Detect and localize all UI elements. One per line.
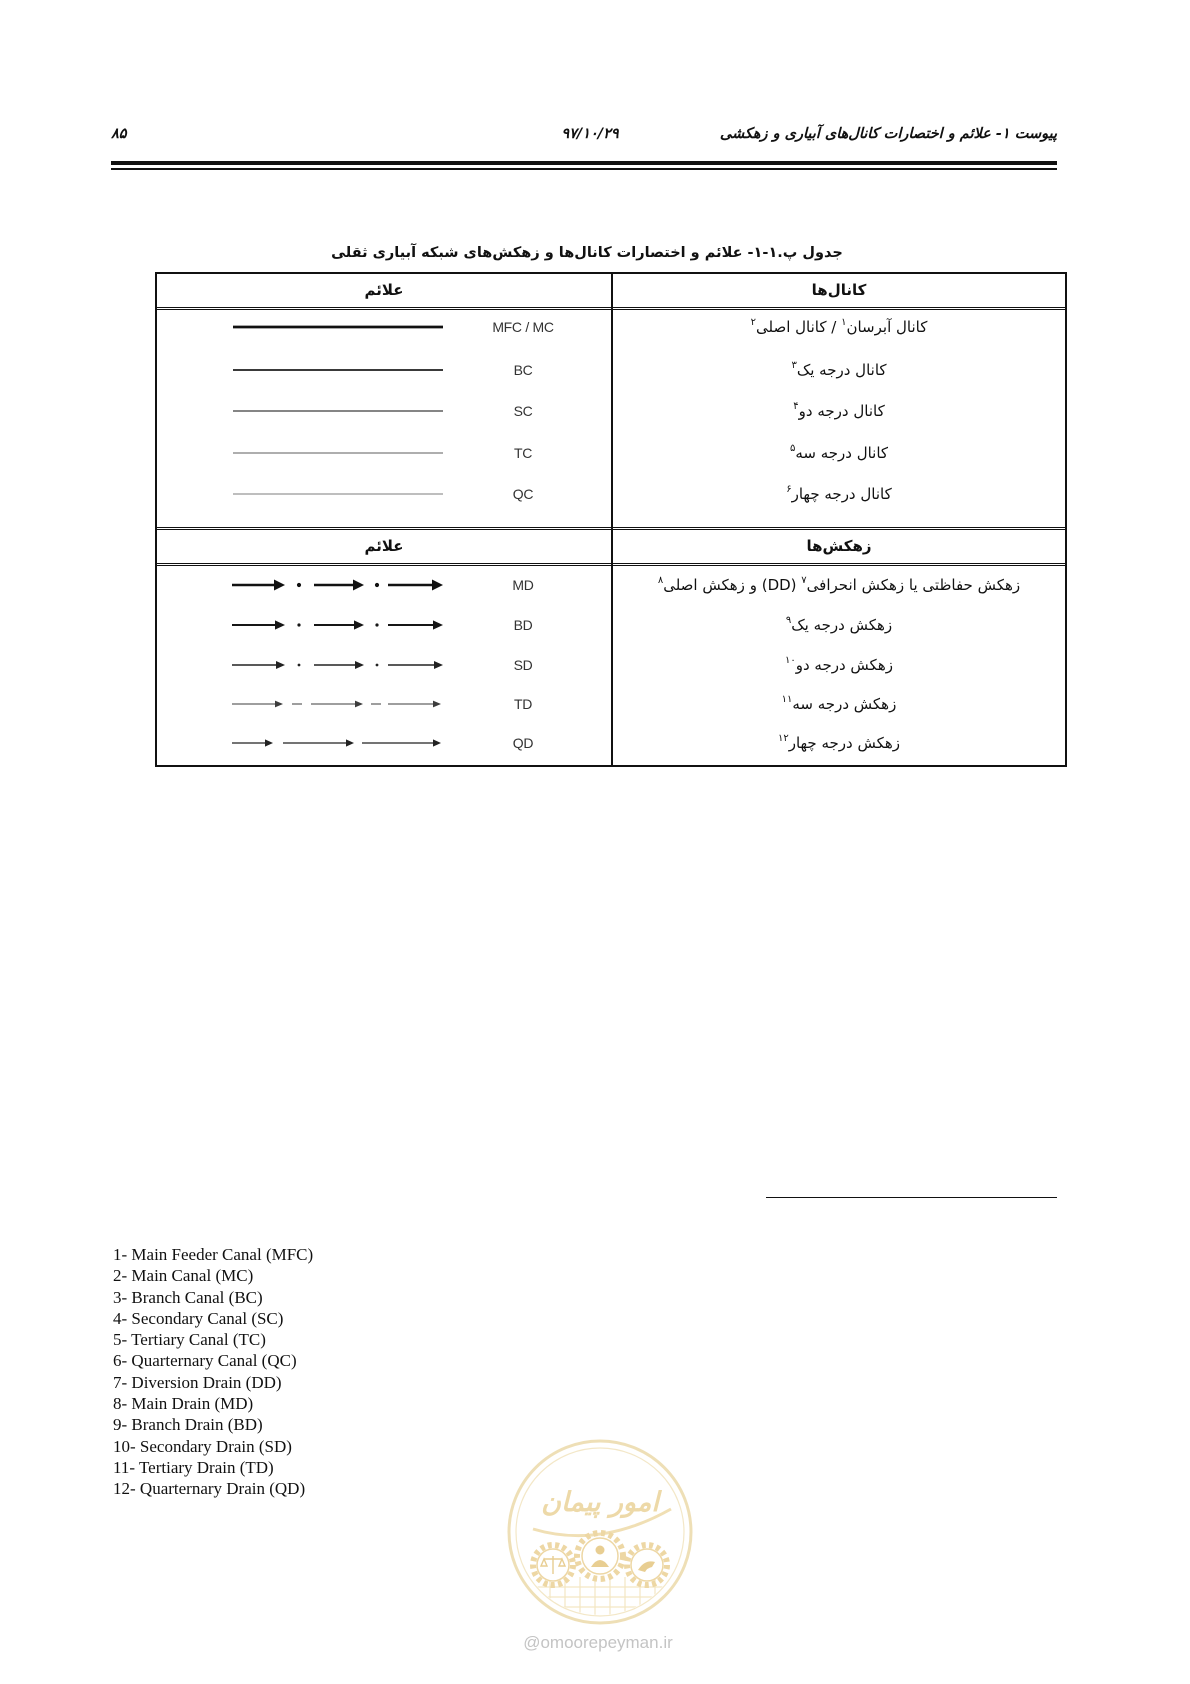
footnote-marker: ۸ <box>657 575 664 586</box>
header-rule-thin <box>111 168 1057 170</box>
canal-name <box>613 312 1065 342</box>
drain-name <box>613 610 1065 640</box>
canal-name-text-secondary: / کانال اصلی <box>756 318 842 336</box>
table-row-tertiary-drain <box>157 689 1065 719</box>
footnote: 12- Quarternary Drain (QD) <box>113 1479 306 1499</box>
footnote-marker: ۱ <box>841 317 847 328</box>
canal-name <box>613 396 1065 426</box>
arrow-head <box>265 739 273 746</box>
drains-header-row <box>157 530 1065 562</box>
watermark-gear-left <box>533 1545 573 1585</box>
watermark-site: @omoorepeyman.ir <box>523 1633 673 1652</box>
footnote: 1- Main Feeder Canal (MFC) <box>113 1245 314 1264</box>
main-drain-symbol <box>228 575 448 595</box>
canal-abbreviation: BC <box>513 362 533 378</box>
drain-abbreviation: QD <box>512 735 534 751</box>
arrow-head <box>434 661 443 669</box>
drain-name <box>613 650 1065 680</box>
dot-separator <box>376 664 379 667</box>
gear-body <box>582 1538 618 1574</box>
running-header-date: ۹۷/۱۰/۲۹ <box>561 126 619 142</box>
drain-name-text: زهکش درجه دو <box>795 656 893 674</box>
canals-header-separator <box>157 307 1065 310</box>
arrow-head <box>355 701 363 708</box>
arrow-head <box>274 580 285 591</box>
arrow-head <box>276 661 285 669</box>
drain-name-text: زهکش درجه یک <box>791 616 893 634</box>
footnote-marker: ۳ <box>791 360 797 371</box>
arrow-head <box>433 620 443 629</box>
watermark-logo <box>505 1437 695 1627</box>
footnote-marker: ۱۲ <box>777 733 789 744</box>
branch-canal-symbol <box>228 360 448 380</box>
running-header-title: پیوست ۱- علائم و اختصارات کانال‌های آبیاری و زهکشی <box>719 126 1057 142</box>
table-row-branch-canal <box>157 355 1065 385</box>
page-number: ۸۵ <box>111 126 127 142</box>
footnote: 9- Branch Drain (BD) <box>113 1415 263 1435</box>
footnote: 11- Tertiary Drain (TD) <box>113 1457 274 1477</box>
drain-abbreviation: MD <box>512 577 534 593</box>
drains-heading: زهکش‌ها <box>806 537 872 555</box>
footnote: 5- Tertiary Canal (TC) <box>113 1330 266 1350</box>
watermark-outer-ring <box>509 1441 691 1623</box>
footnote: 10- Secondary Drain (SD) <box>113 1436 292 1456</box>
footnote-marker: ۷ <box>801 575 807 586</box>
dot-separator <box>375 583 379 587</box>
symbols-table <box>155 272 1067 767</box>
canal-name <box>613 438 1065 468</box>
table-row-main-canal <box>157 312 1065 342</box>
canal-name-text: کانال درجه سه <box>795 444 889 462</box>
drain-abbreviation: BD <box>513 617 533 633</box>
arrow-head <box>346 739 354 746</box>
dot-separator <box>375 623 378 626</box>
footnotes <box>113 1244 313 1500</box>
arrow-head <box>275 620 285 629</box>
quarternary-canal-symbol <box>228 484 448 504</box>
footnote: 2- Main Canal (MC) <box>113 1266 254 1286</box>
arrow-head <box>433 739 441 746</box>
table-row-main-drain <box>157 570 1065 600</box>
canal-name <box>613 479 1065 509</box>
footnote: 7- Diversion Drain (DD) <box>113 1372 282 1392</box>
tertiary-drain-symbol <box>228 694 448 714</box>
table-row-branch-drain <box>157 610 1065 640</box>
person-icon-head <box>596 1546 605 1555</box>
arrow-head <box>353 580 364 591</box>
secondary-drain-symbol <box>228 655 448 675</box>
canal-symbols-heading: علائم <box>364 281 404 299</box>
secondary-canal-symbol <box>228 401 448 421</box>
footnote: 3- Branch Canal (BC) <box>113 1287 263 1307</box>
canal-name <box>613 355 1065 385</box>
footnote-marker: ۶ <box>786 484 792 495</box>
canal-abbreviation: SC <box>513 403 533 419</box>
footnote-marker: ۱۰ <box>784 655 796 666</box>
drain-abbreviation: TD <box>513 696 533 712</box>
canals-heading: کانال‌ها <box>811 281 867 299</box>
footnote: 6- Quarternary Canal (QC) <box>113 1351 297 1371</box>
watermark-gear-center <box>577 1533 623 1579</box>
canals-header-row <box>157 274 1065 306</box>
table-row-secondary-canal <box>157 396 1065 426</box>
main-canal-symbol <box>228 317 448 337</box>
canal-abbreviation: QC <box>512 486 534 502</box>
canal-abbreviation: MFC / MC <box>492 319 554 335</box>
branch-drain-symbol <box>228 615 448 635</box>
drain-name <box>613 728 1065 758</box>
canal-name-text: کانال درجه یک <box>796 361 887 379</box>
arrow-head <box>432 580 443 591</box>
canal-name-text: کانال درجه دو <box>798 402 885 420</box>
watermark-logo-text: امور پیمان <box>541 1487 659 1518</box>
header-rule-thick <box>111 161 1057 165</box>
arrow-head <box>355 661 364 669</box>
canal-abbreviation: TC <box>513 445 533 461</box>
arrow-head <box>275 701 283 708</box>
dot-separator <box>298 664 301 667</box>
watermark-gear-right <box>627 1545 667 1585</box>
drain-name <box>613 570 1065 600</box>
arrow-head <box>433 701 441 708</box>
table-row-secondary-drain <box>157 650 1065 680</box>
drain-name-text: زهکش درجه چهار <box>788 734 901 752</box>
footnote-marker: ۱۱ <box>781 694 793 705</box>
dot-separator <box>297 583 301 587</box>
tertiary-canal-symbol <box>228 443 448 463</box>
drain-name <box>613 689 1065 719</box>
drain-abbreviation: SD <box>513 657 533 673</box>
canal-name-text: کانال آبرسان <box>846 318 928 336</box>
footnote-marker: ۹ <box>785 615 792 626</box>
canal-name-text: کانال درجه چهار <box>791 485 892 503</box>
quarternary-drain-symbol <box>228 733 448 753</box>
table-row-tertiary-canal <box>157 438 1065 468</box>
drain-name-text: زهکش حفاظتی یا زهکش انحرافی <box>806 576 1021 594</box>
drains-header-separator <box>157 563 1065 566</box>
drain-name-text: زهکش درجه سه <box>792 695 897 713</box>
footnote-marker: ۵ <box>789 443 796 454</box>
drain-symbols-heading: علائم <box>364 537 404 555</box>
footnote-separator <box>766 1197 1057 1198</box>
table-caption: جدول پ.۱-۱- علائم و اختصارات کانال‌ها و زهکش‌های شبکه آبیاری ثقلی <box>331 245 843 261</box>
arrow-head <box>354 620 364 629</box>
drain-name-text-secondary: (DD) و زهکش اصلی <box>663 576 802 594</box>
dot-separator <box>297 623 300 626</box>
table-row-quarternary-canal <box>157 479 1065 509</box>
footnote: 8- Main Drain (MD) <box>113 1394 254 1414</box>
footnote: 4- Secondary Canal (SC) <box>113 1308 284 1328</box>
table-row-quarternary-drain <box>157 728 1065 758</box>
footnote-marker: ۴ <box>793 401 799 412</box>
footnote-marker: ۲ <box>750 317 756 328</box>
